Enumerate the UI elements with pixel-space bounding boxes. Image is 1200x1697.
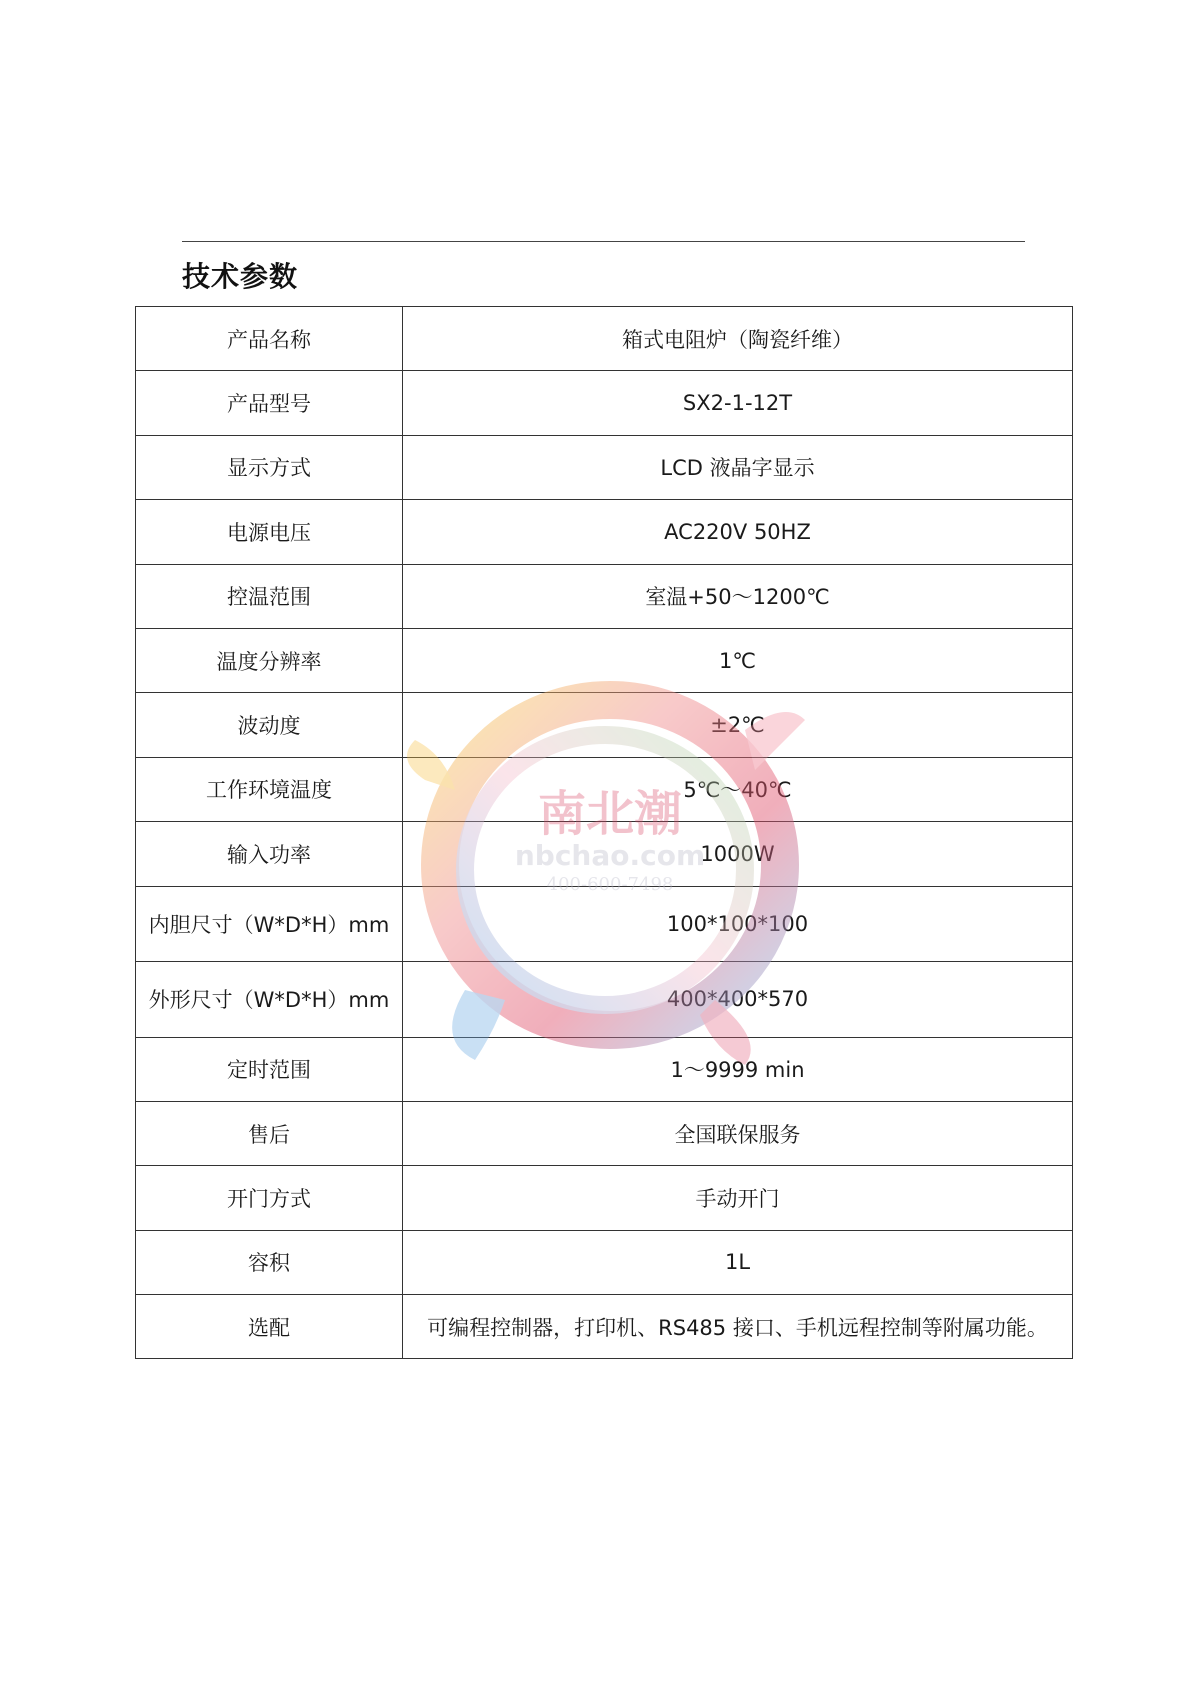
spec-label: 定时范围 <box>136 1037 403 1101</box>
spec-label: 温度分辨率 <box>136 628 403 692</box>
spec-label: 内胆尺寸（W*D*H）mm <box>136 886 403 962</box>
section-title: 技术参数 <box>182 260 299 293</box>
spec-value: AC220V 50HZ <box>403 500 1073 564</box>
spec-value: 可编程控制器，打印机、RS485 接口、手机远程控制等附属功能。 <box>403 1295 1073 1359</box>
spec-row-voltage <box>136 500 1073 564</box>
spec-value: 100*100*100 <box>403 886 1073 962</box>
spec-value: 1L <box>403 1230 1073 1294</box>
watermark-domain-text: nbchao.com <box>514 839 706 872</box>
spec-label: 选配 <box>136 1295 403 1359</box>
spec-row-volume <box>136 1230 1073 1294</box>
spec-label: 容积 <box>136 1230 403 1294</box>
spec-row-fluctuation <box>136 693 1073 757</box>
spec-label: 电源电压 <box>136 500 403 564</box>
spec-label: 波动度 <box>136 693 403 757</box>
spec-value: ±2℃ <box>403 693 1073 757</box>
spec-row-temp-resolution <box>136 628 1073 692</box>
spec-label: 产品型号 <box>136 371 403 435</box>
spec-row-inner-size <box>136 886 1073 962</box>
header-divider <box>182 241 1025 242</box>
spec-row-timer <box>136 1037 1073 1101</box>
spec-row-power <box>136 822 1073 886</box>
spec-value: SX2-1-12T <box>403 371 1073 435</box>
spec-value: 5℃～40℃ <box>403 757 1073 821</box>
spec-row-temp-range <box>136 564 1073 628</box>
spec-row-options <box>136 1295 1073 1359</box>
spec-value: 1000W <box>403 822 1073 886</box>
spec-value: 箱式电阻炉（陶瓷纤维） <box>403 307 1073 371</box>
spec-row-ambient-temp <box>136 757 1073 821</box>
spec-value: 全国联保服务 <box>403 1101 1073 1165</box>
spec-row-door <box>136 1166 1073 1230</box>
watermark-phone-text: 400-600-7498 <box>546 874 674 895</box>
spec-value: 400*400*570 <box>403 962 1073 1038</box>
spec-value: LCD 液晶字显示 <box>403 435 1073 499</box>
spec-table <box>135 306 1073 1359</box>
spec-row-display <box>136 435 1073 499</box>
spec-row-outer-size <box>136 962 1073 1038</box>
watermark-brand-text: 南北潮 <box>537 786 683 842</box>
spec-row-after-sales <box>136 1101 1073 1165</box>
spec-row-product-name <box>136 307 1073 371</box>
spec-value: 1℃ <box>403 628 1073 692</box>
spec-value: 室温+50～1200℃ <box>403 564 1073 628</box>
spec-label: 外形尺寸（W*D*H）mm <box>136 962 403 1038</box>
spec-label: 输入功率 <box>136 822 403 886</box>
spec-value: 手动开门 <box>403 1166 1073 1230</box>
spec-label: 产品名称 <box>136 307 403 371</box>
spec-row-model <box>136 371 1073 435</box>
spec-label: 显示方式 <box>136 435 403 499</box>
spec-label: 控温范围 <box>136 564 403 628</box>
spec-label: 工作环境温度 <box>136 757 403 821</box>
spec-label: 售后 <box>136 1101 403 1165</box>
spec-value: 1～9999 min <box>403 1037 1073 1101</box>
spec-label: 开门方式 <box>136 1166 403 1230</box>
